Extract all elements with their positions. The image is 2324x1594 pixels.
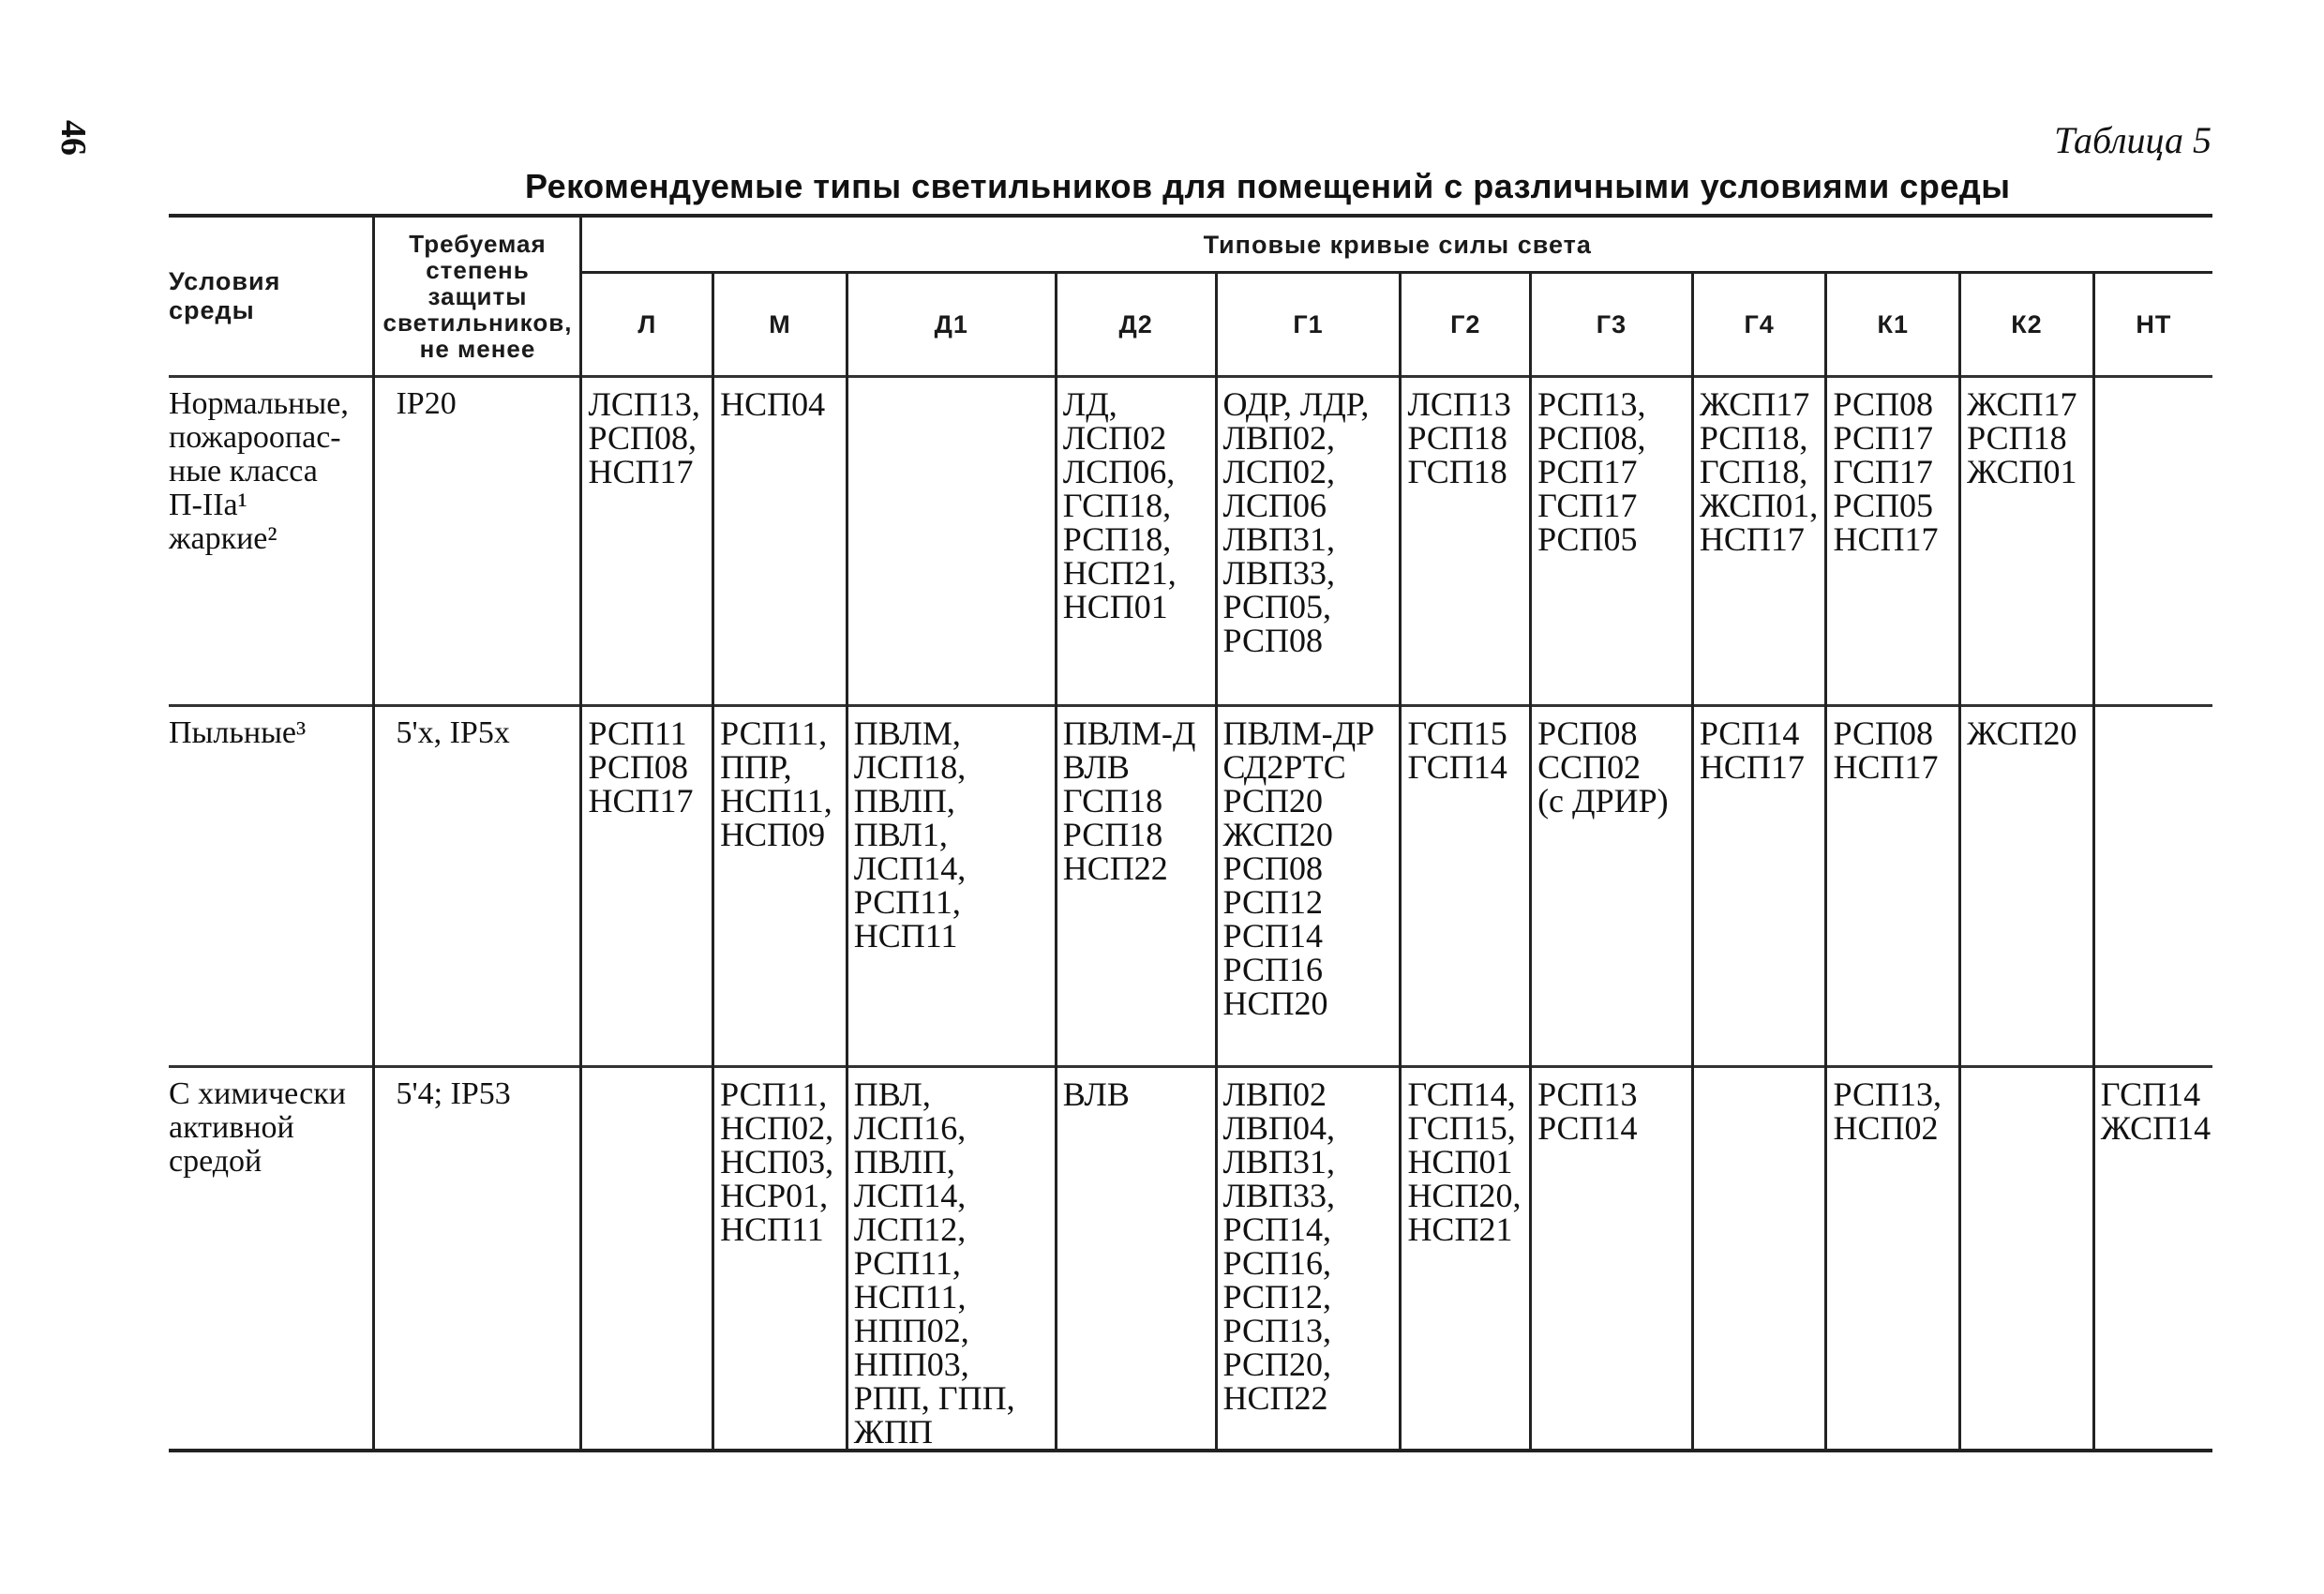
luminaire-type: РСП08 — [1833, 385, 1933, 423]
luminaire-cell-Г1 — [1216, 377, 1401, 706]
condition-cell — [169, 377, 374, 706]
luminaire-cell-Г3 — [1531, 377, 1693, 706]
luminaire-cell-К2 — [1960, 706, 2094, 1067]
luminaire-type: РСП12 — [1222, 883, 1324, 921]
luminaire-type: ВЛВ — [1062, 1075, 1130, 1113]
luminaire-type: НСП11, — [720, 782, 832, 820]
luminaire-type: РСП11 — [588, 714, 687, 752]
luminaire-type: НСП11 — [853, 917, 958, 955]
luminaire-type: ГСП18, — [1062, 487, 1172, 524]
luminaire-cell-К2 — [1960, 1067, 2094, 1451]
luminaire-type: ЛСП13 — [1407, 385, 1511, 423]
condition-line: Нормальные, — [169, 386, 349, 421]
luminaire-type: РСП11, — [720, 714, 828, 752]
luminaire-type: ЛСП06, — [1062, 453, 1176, 490]
luminaire-cell-Г3 — [1531, 706, 1693, 1067]
luminaire-type: РСП05 — [1833, 487, 1933, 524]
luminaire-type: ГСП17 — [1833, 453, 1933, 490]
column-header-2: М — [713, 273, 847, 377]
luminaire-type: РСП18, — [1699, 419, 1808, 457]
column-header-7: Г3 — [1531, 273, 1693, 377]
luminaire-type: ГСП15, — [1407, 1109, 1516, 1147]
protection-header-line: защиты — [427, 282, 528, 310]
luminaire-type: РСП18 — [1062, 816, 1163, 853]
luminaire-cell-К1 — [1826, 377, 1960, 706]
luminaire-type: ЛВП33, — [1222, 1177, 1335, 1214]
condition-line: средой — [169, 1144, 262, 1179]
luminaire-type: ПВЛП, — [853, 782, 955, 820]
luminaire-type: ЖСП17 — [1967, 385, 2077, 423]
luminaire-type: ПВЛМ-Д — [1062, 714, 1196, 752]
luminaire-type: РСП11, — [853, 1244, 961, 1282]
column-header-4: Д2 — [1056, 273, 1216, 377]
luminaire-type: НСП09 — [720, 816, 826, 853]
column-header-8: Г4 — [1692, 273, 1826, 377]
luminaire-cell-М — [713, 706, 847, 1067]
luminaire-type: ЛСП02 — [1062, 419, 1167, 457]
condition-cell — [169, 706, 374, 1067]
luminaire-type: ЛСП13, — [588, 385, 700, 423]
luminaire-type: НСР01, — [720, 1177, 829, 1214]
luminaire-type: РСП05, — [1222, 588, 1332, 625]
luminaire-type: ОДР, ЛДР, — [1222, 385, 1370, 423]
luminaire-type: НСП17 — [588, 453, 694, 490]
luminaire-type: НСП17 — [1833, 520, 1939, 558]
luminaire-type: ЖСП20 — [1967, 714, 2077, 752]
condition-line: П-IIа¹ — [169, 488, 247, 522]
luminaire-type: ПВЛМ, — [853, 714, 961, 752]
luminaire-table — [169, 214, 2212, 1452]
luminaire-type: РСП14 — [1537, 1109, 1638, 1147]
luminaire-type: РСП14 — [1222, 917, 1324, 955]
protection-cell: IP20 — [374, 377, 581, 706]
luminaire-cell-Г4 — [1692, 1067, 1826, 1451]
luminaire-type: РСП08 — [1222, 850, 1324, 887]
luminaire-type: ЛСП16, — [853, 1109, 967, 1147]
column-header-1: Л — [581, 273, 713, 377]
luminaire-type: РСП18 — [1407, 419, 1507, 457]
luminaire-cell-Г4 — [1692, 377, 1826, 706]
luminaire-type: РСП16 — [1222, 951, 1324, 988]
luminaire-type: ГСП14, — [1407, 1075, 1516, 1113]
luminaire-cell-К1 — [1826, 706, 1960, 1067]
light-curves-header: Типовые кривые силы света — [581, 216, 2212, 273]
luminaire-type: НСП17 — [1699, 520, 1805, 558]
protection-header-line: не менее — [419, 335, 536, 363]
luminaire-type: ПВЛ, — [853, 1075, 931, 1113]
luminaire-type: ЛСП06 — [1222, 487, 1327, 524]
luminaire-type: ЖСП14 — [2100, 1109, 2212, 1147]
luminaire-cell-Л — [581, 1067, 713, 1451]
luminaire-type: НСП20, — [1407, 1177, 1522, 1214]
luminaire-cell-Д1 — [847, 706, 1056, 1067]
luminaire-type: ЛД, — [1062, 385, 1117, 423]
condition-cell — [169, 1067, 374, 1451]
condition-line: активной — [169, 1110, 294, 1145]
luminaire-cell-М — [713, 377, 847, 706]
luminaire-type: РСП20 — [1222, 782, 1324, 820]
luminaire-type: ППР, — [720, 748, 792, 786]
luminaire-type: РСП08, — [588, 419, 697, 457]
luminaire-type: РСП14 — [1699, 714, 1800, 752]
protection-header — [374, 216, 581, 377]
protection-header-line: светильников, — [382, 308, 573, 337]
condition-line: жаркие² — [169, 521, 277, 556]
luminaire-type: ГСП17 — [1537, 487, 1638, 524]
luminaire-type: ЛВП31, — [1222, 520, 1335, 558]
condition-line: пожароопас- — [169, 420, 341, 455]
luminaire-type: НСП17 — [1833, 748, 1939, 786]
luminaire-type: ЛСП12, — [853, 1211, 967, 1248]
luminaire-type: ЛВП02, — [1222, 419, 1335, 457]
luminaire-cell-Д1 — [847, 1067, 1056, 1451]
column-header-9: К1 — [1826, 273, 1960, 377]
luminaire-type: РСП13 — [1537, 1075, 1638, 1113]
luminaire-type: ЖСП20 — [1222, 816, 1333, 853]
luminaire-type: РСП20, — [1222, 1346, 1332, 1383]
luminaire-type: НСП17 — [1699, 748, 1805, 786]
column-header-3: Д1 — [847, 273, 1056, 377]
luminaire-type: РСП08 — [1222, 622, 1324, 659]
luminaire-type: ГСП14 — [1407, 748, 1507, 786]
luminaire-type: ВЛВ — [1062, 748, 1130, 786]
luminaire-type: РСП05 — [1537, 520, 1638, 558]
column-header-6: Г2 — [1401, 273, 1531, 377]
luminaire-cell-Г1 — [1216, 1067, 1401, 1451]
luminaire-cell-М — [713, 1067, 847, 1451]
luminaire-type: НПП03, — [853, 1346, 969, 1383]
luminaire-type: ПВЛМ-ДР — [1222, 714, 1375, 752]
luminaire-type: НСП03, — [720, 1143, 834, 1180]
luminaire-cell-К2 — [1960, 377, 2094, 706]
luminaire-type: НСП02 — [1833, 1109, 1939, 1147]
luminaire-type: ССП02 — [1537, 748, 1642, 786]
luminaire-type: РСП08 — [1833, 714, 1933, 752]
luminaire-type: РСП11, — [720, 1075, 828, 1113]
luminaire-type: РСП14, — [1222, 1211, 1332, 1248]
luminaire-type: ЛСП14, — [853, 850, 967, 887]
condition-line: ные класса — [169, 454, 318, 489]
luminaire-type: ЖСП01, — [1699, 487, 1819, 524]
luminaire-cell-Г4 — [1692, 706, 1826, 1067]
luminaire-type: РСП16, — [1222, 1244, 1332, 1282]
luminaire-type: НСП21 — [1407, 1211, 1513, 1248]
luminaire-cell-Д2 — [1056, 377, 1216, 706]
luminaire-type: ЖСП17 — [1699, 385, 1810, 423]
table-row — [169, 1067, 2212, 1451]
column-header-10: К2 — [1960, 273, 2094, 377]
page-number: 46 — [53, 120, 93, 156]
column-header-11: НТ — [2093, 273, 2212, 377]
luminaire-cell-Л — [581, 706, 713, 1067]
luminaire-type: ЛВП04, — [1222, 1109, 1335, 1147]
luminaire-cell-Д2 — [1056, 1067, 1216, 1451]
table-title: Рекомендуемые типы светильников для помещений с различными условиями среды — [525, 167, 2011, 205]
luminaire-type: ЖПП — [853, 1413, 934, 1451]
luminaire-type: РСП17 — [1537, 453, 1638, 490]
luminaire-type: РСП18, — [1062, 520, 1172, 558]
luminaire-cell-Л — [581, 377, 713, 706]
luminaire-type: РСП13, — [1537, 385, 1646, 423]
luminaire-type: ЛСП18, — [853, 748, 967, 786]
table-row — [169, 706, 2212, 1067]
luminaire-type: ЛСП14, — [853, 1177, 967, 1214]
luminaire-cell-НТ — [2093, 706, 2212, 1067]
luminaire-type: (с ДРИР) — [1537, 782, 1669, 820]
luminaire-type: ПВЛП, — [853, 1143, 955, 1180]
luminaire-cell-Г1 — [1216, 706, 1401, 1067]
luminaire-type: НСП11 — [720, 1211, 824, 1248]
luminaire-cell-Д2 — [1056, 706, 1216, 1067]
luminaire-type: ЛВП33, — [1222, 554, 1335, 592]
table-row — [169, 377, 2212, 706]
luminaire-type: НСП11, — [853, 1278, 967, 1316]
luminaire-cell-НТ — [2093, 1067, 2212, 1451]
luminaire-type: ГСП18 — [1407, 453, 1507, 490]
luminaire-cell-Д1 — [847, 377, 1056, 706]
luminaire-type: РПП, ГПП, — [853, 1379, 1015, 1417]
luminaire-type: ЖСП01 — [1967, 453, 2077, 490]
luminaire-type: НСП01 — [1407, 1143, 1513, 1180]
luminaire-type: ПВЛ1, — [853, 816, 948, 853]
luminaire-cell-Г3 — [1531, 1067, 1693, 1451]
luminaire-cell-Г2 — [1401, 377, 1531, 706]
luminaire-type: ЛВП31, — [1222, 1143, 1335, 1180]
luminaire-type: НСП01 — [1062, 588, 1168, 625]
luminaire-type: НСП20 — [1222, 985, 1328, 1022]
luminaire-type: ЛВП02 — [1222, 1075, 1327, 1113]
condition-line: Пыльные³ — [169, 715, 307, 750]
luminaire-cell-НТ — [2093, 377, 2212, 706]
luminaire-type: ГСП18 — [1062, 782, 1163, 820]
luminaire-type: ГСП18, — [1699, 453, 1808, 490]
luminaire-type: РСП18 — [1967, 419, 2067, 457]
luminaire-type: НПП02, — [853, 1312, 969, 1349]
luminaire-cell-Г2 — [1401, 1067, 1531, 1451]
luminaire-type: РСП13, — [1833, 1075, 1942, 1113]
luminaire-type: ГСП14 — [2100, 1075, 2201, 1113]
luminaire-type: РСП08, — [1537, 419, 1646, 457]
luminaire-type: РСП08 — [588, 748, 688, 786]
protection-cell: 5'4; IP53 — [374, 1067, 581, 1451]
protection-cell: 5'х, IP5х — [374, 706, 581, 1067]
luminaire-type: НСП02, — [720, 1109, 834, 1147]
luminaire-type: РСП11, — [853, 883, 961, 921]
luminaire-type: РСП08 — [1537, 714, 1638, 752]
luminaire-type: НСП04 — [720, 385, 826, 423]
table-label: Таблица 5 — [2054, 119, 2212, 161]
luminaire-type: ГСП15 — [1407, 714, 1507, 752]
luminaire-cell-К1 — [1826, 1067, 1960, 1451]
luminaire-type: НСП21, — [1062, 554, 1177, 592]
luminaire-type: РСП17 — [1833, 419, 1933, 457]
luminaire-type: НСП22 — [1062, 850, 1168, 887]
luminaire-type: НСП22 — [1222, 1379, 1328, 1417]
column-header-5: Г1 — [1216, 273, 1401, 377]
luminaire-type: РСП13, — [1222, 1312, 1332, 1349]
luminaire-type: ЛСП02, — [1222, 453, 1335, 490]
luminaire-type: НСП17 — [588, 782, 694, 820]
protection-header-line: степень — [426, 256, 530, 284]
condition-line: С химически — [169, 1076, 346, 1111]
luminaire-cell-Г2 — [1401, 706, 1531, 1067]
conditions-header: Условия среды — [169, 216, 374, 377]
luminaire-type: СД2РТС — [1222, 748, 1346, 786]
protection-header-line: Требуемая — [409, 230, 547, 258]
luminaire-type: РСП12, — [1222, 1278, 1332, 1316]
